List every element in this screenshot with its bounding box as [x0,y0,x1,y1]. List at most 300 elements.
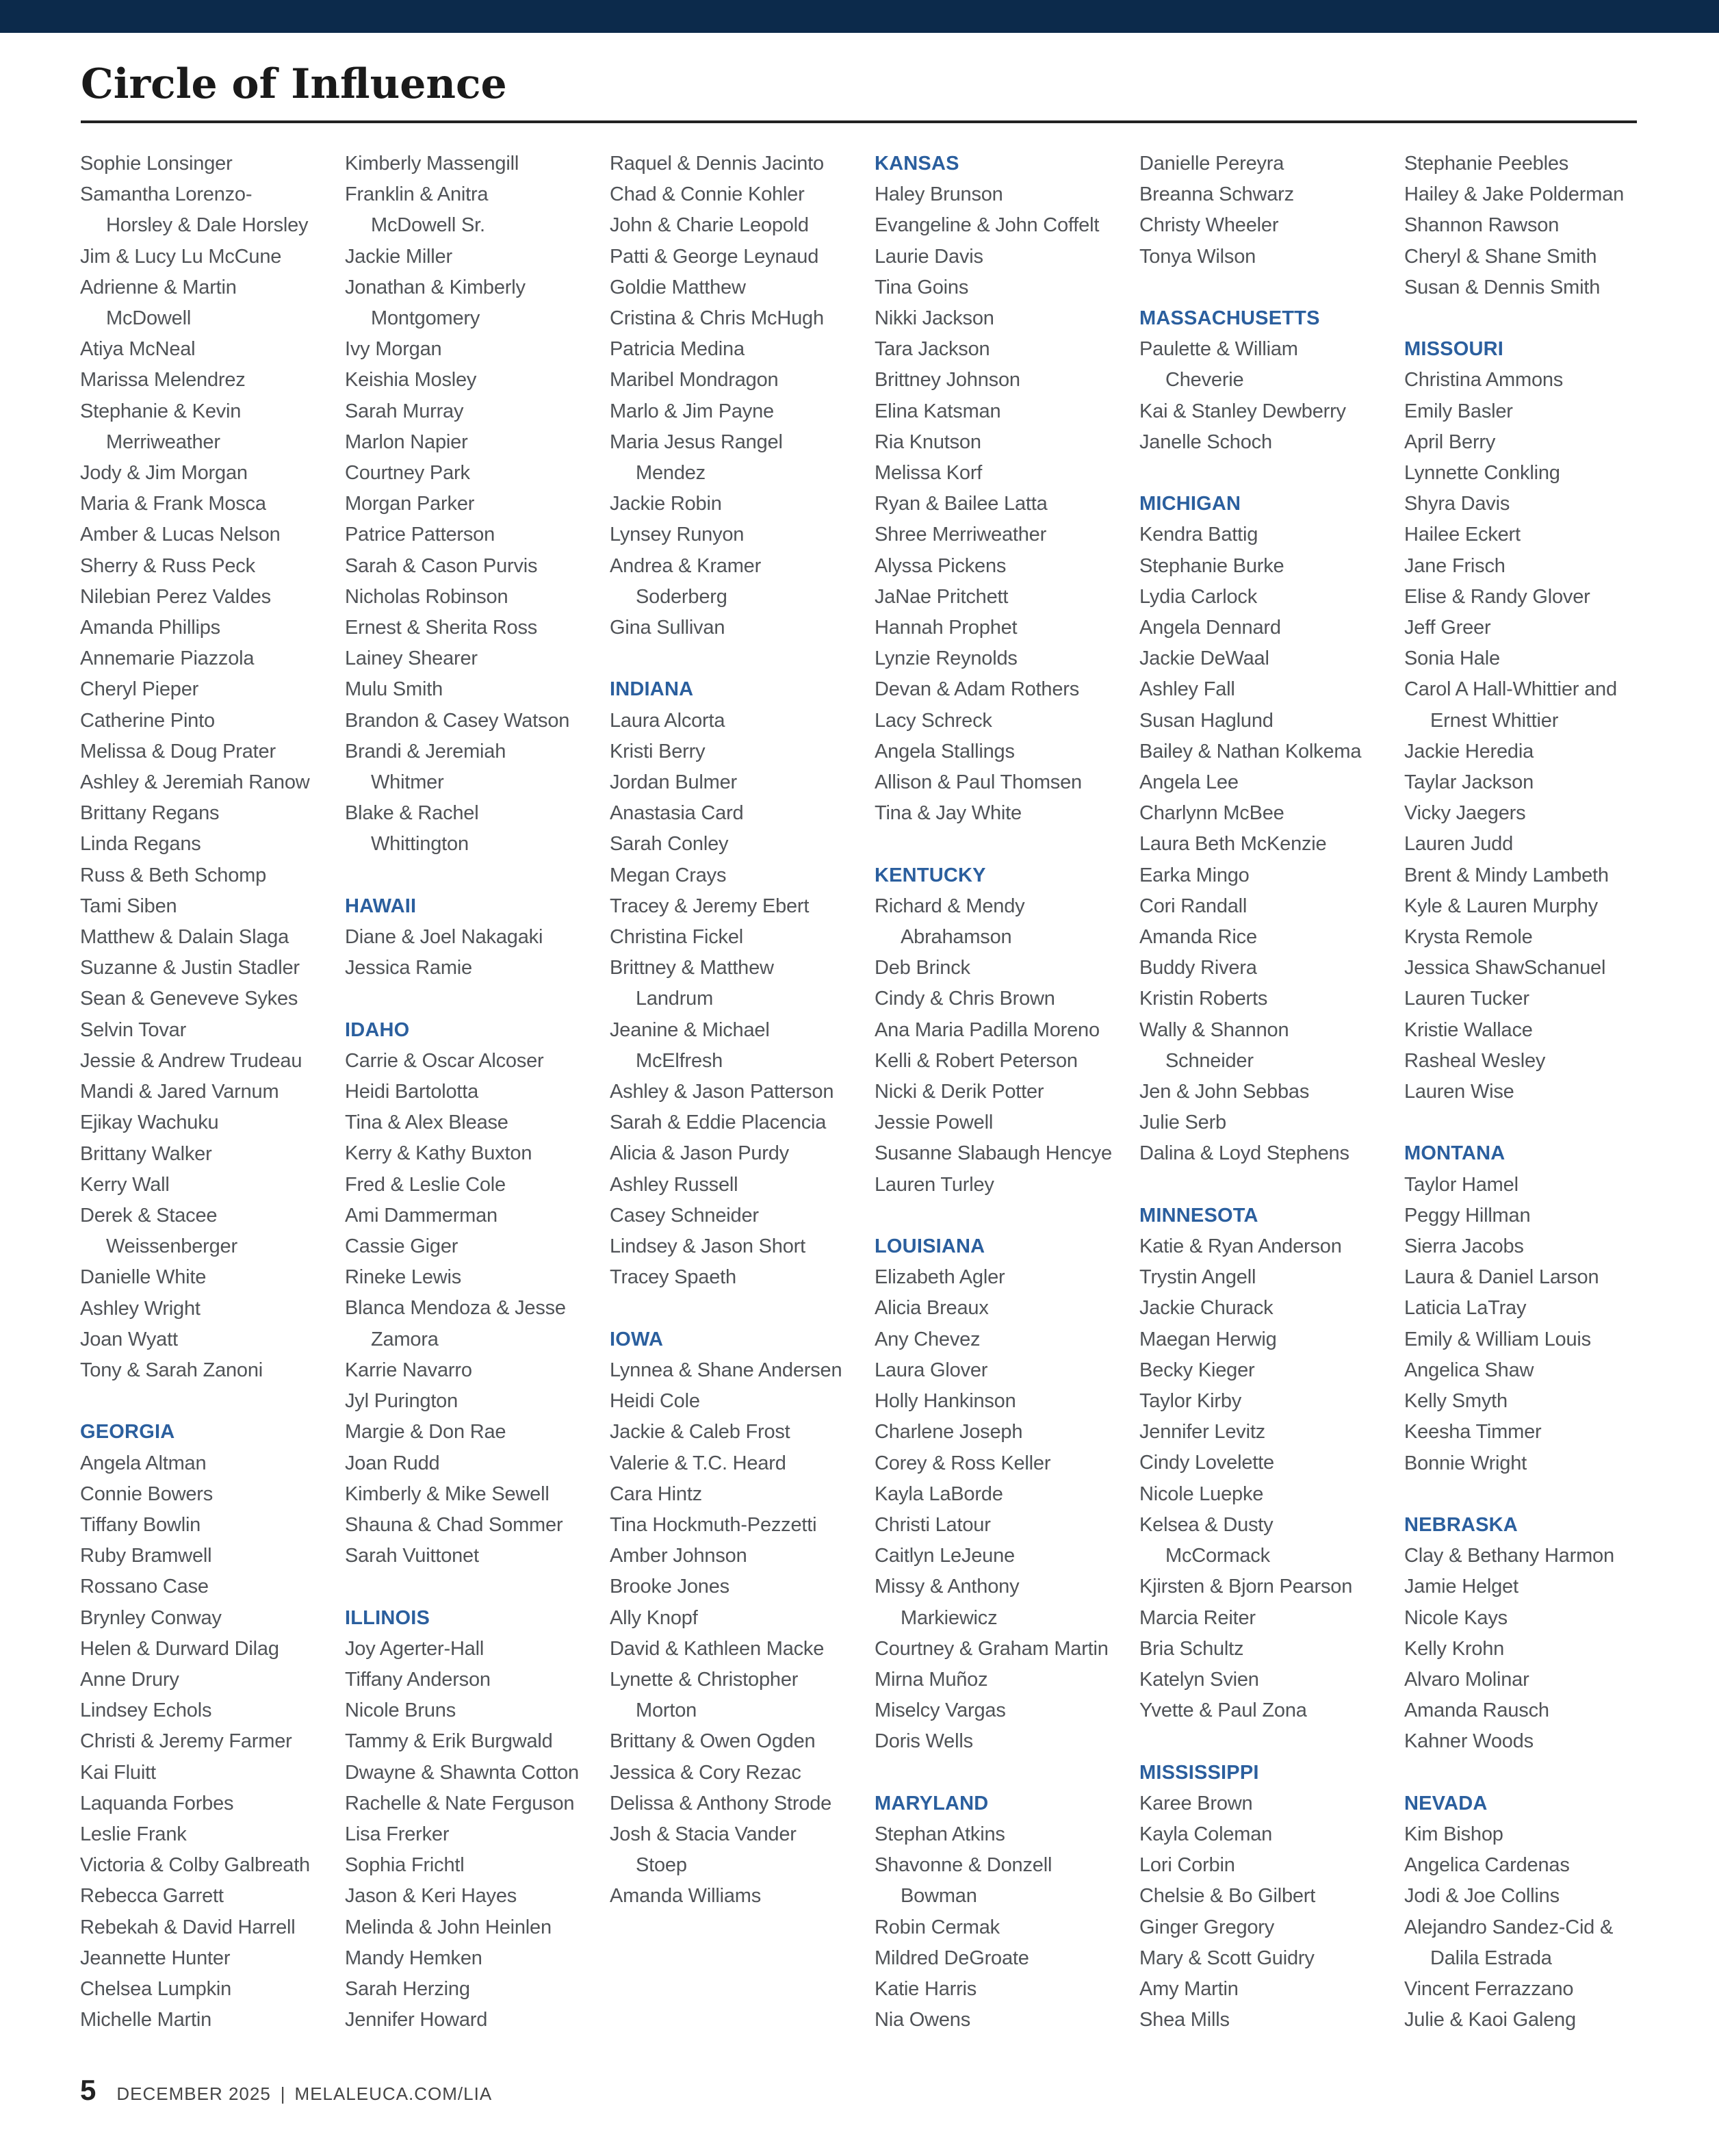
name-entry: Kimberly & Mike Sewell [345,1483,550,1505]
name-entry: Paulette & William Cheverie [1139,338,1298,392]
name-entry: Margie & Don Rae [345,1421,506,1443]
state-heading: MICHIGAN [1139,493,1241,515]
name-entry: Sonia Hale [1404,647,1500,670]
name-entry: Alyssa Pickens [875,554,1007,577]
name-entry: Shree Merriweather [875,524,1047,546]
name-entry: Patti & George Leynaud [610,245,819,268]
name-entry: Josh & Stacia Vander Stoep [610,1823,797,1877]
name-entry: Tina & Jay White [875,802,1022,825]
name-entry: Chad & Connie Kohler [610,183,805,206]
name-entry: Sarah Conley [610,833,729,856]
name-entry: Jane Frisch [1404,554,1505,577]
name-entry: Brandon & Casey Watson [345,709,570,732]
name-entry: Heidi Bartolotta [345,1081,479,1103]
name-entry: Dwayne & Shawnta Cotton [345,1761,579,1784]
name-entry: Brittany Walker [80,1142,212,1165]
name-entry: Jackie Churack [1139,1297,1274,1320]
name-entry: Lindsey Echols [80,1699,212,1722]
name-entry: Robin Cermak [875,1916,1000,1938]
name-entry: Hailey & Jake Polderman [1404,183,1624,206]
name-entry: Lydia Carlock [1139,585,1258,608]
name-entry: Breanna Schwarz [1139,183,1294,206]
name-entry: Alejandro Sandez-Cid & Dalila Estrada [1404,1916,1614,1969]
name-entry: Kelli & Robert Peterson [875,1049,1078,1072]
name-entry: Shavonne & Donzell Bowman [875,1854,1052,1908]
name-entry: Cindy Lovelette [1139,1452,1274,1474]
state-heading: KENTUCKY [875,864,986,886]
name-entry: Marissa Melendrez [80,369,246,392]
name-entry: Miselcy Vargas [875,1699,1006,1722]
name-entry: Rachelle & Nate Ferguson [345,1792,575,1814]
name-entry: Tiffany Bowlin [80,1513,201,1536]
name-entry: Carol A Hall-Whittier and Ernest Whittier [1404,678,1617,732]
name-entry: Charlynn McBee [1139,802,1284,825]
name-entry: Laura Beth McKenzie [1139,833,1327,856]
name-entry: Kristie Wallace [1404,1018,1533,1041]
name-entry: Ashley & Jeremiah Ranow [80,771,310,794]
name-entry: Nicole Luepke [1139,1483,1264,1505]
name-entry: Kimberly Massengill [345,153,519,175]
name-entry: Laura & Daniel Larson [1404,1266,1599,1289]
name-entry: Bonnie Wright [1404,1452,1527,1474]
name-entry: Ashley Russell [610,1173,738,1196]
name-entry: Chelsie & Bo Gilbert [1139,1885,1316,1908]
state-heading: MARYLAND [875,1792,989,1814]
name-entry: Mandy Hemken [345,1947,482,1969]
name-entry: Kendra Battig [1139,524,1258,546]
name-entry: Taylar Jackson [1404,771,1534,794]
name-entry: Ria Knutson [875,431,981,453]
name-entry: Julie Serb [1139,1112,1226,1134]
name-entry: Annemarie Piazzola [80,647,255,670]
name-entry: Ejikay Wachuku [80,1112,219,1134]
name-entry: Amber Johnson [610,1545,747,1567]
title-divider [81,120,1637,123]
name-entry: Stephanie Burke [1139,554,1284,577]
name-entry: Ami Dammerman [345,1204,497,1227]
section-spacer [1139,458,1404,489]
name-entry: Nicole Bruns [345,1699,456,1722]
name-entry: Keesha Timmer [1404,1421,1542,1443]
name-entry: Ana Maria Padilla Moreno [875,1018,1100,1041]
name-entry: Courtney & Graham Martin [875,1637,1109,1660]
name-entry: Jordan Bulmer [610,771,737,794]
name-entry: Nikki Jackson [875,307,994,330]
state-heading: HAWAII [345,895,417,917]
name-entry: Sophia Frichtl [345,1854,465,1877]
name-entry: Lynette & Christopher Morton [610,1668,799,1722]
name-entry: Melissa & Doug Prater [80,740,276,762]
name-entry: Jim & Lucy Lu McCune [80,245,282,268]
name-entry: Lauren Judd [1404,833,1514,856]
name-entry: Hannah Prophet [875,617,1018,639]
name-entry: Brittany & Owen Ogden [610,1730,816,1753]
name-entry: Derek & Stacee Weissenberger [80,1204,237,1258]
name-column [1139,149,1404,2036]
name-entry: Raquel & Dennis Jacinto [610,153,824,175]
name-entry: Rasheal Wesley [1404,1049,1546,1072]
name-entry: Casey Schneider [610,1204,759,1227]
name-entry: Bria Schultz [1139,1637,1244,1660]
name-entry: Evangeline & John Coffelt [875,214,1100,237]
name-entry: Lacy Schreck [875,709,992,732]
page-title: Circle of Influence [81,60,507,108]
name-column [610,149,875,1912]
name-entry: Chelsea Lumpkin [80,1977,232,2000]
name-entry: Katie & Ryan Anderson [1139,1235,1342,1258]
name-entry: Jackie Miller [345,245,452,268]
name-column [875,149,1139,2036]
section-spacer [1139,272,1404,303]
state-heading: INDIANA [610,678,694,701]
name-entry: Kelsea & Dusty McCormack [1139,1513,1274,1567]
section-spacer [1404,1107,1669,1138]
name-entry: Cassie Giger [345,1235,458,1258]
name-entry: Maria Jesus Rangel Mendez [610,431,783,485]
name-entry: Trystin Angell [1139,1266,1256,1289]
name-entry: Cheryl & Shane Smith [1404,245,1597,268]
name-entry: Mulu Smith [345,678,443,701]
name-entry: Christina Fickel [610,926,744,949]
name-entry: Mirna Muñoz [875,1668,988,1691]
name-entry: Ivy Morgan [345,338,442,361]
state-heading: NEBRASKA [1404,1513,1518,1536]
name-entry: Shannon Rawson [1404,214,1560,237]
section-spacer [875,829,1139,860]
page-footer [80,2074,492,2107]
name-entry: Ryan & Bailee Latta [875,493,1048,515]
name-entry: Valerie & T.C. Heard [610,1452,786,1474]
name-entry: Blake & Rachel Whittington [345,802,479,856]
name-entry: Sarah Murray [345,400,464,422]
name-entry: Jeanine & Michael McElfresh [610,1018,770,1072]
name-entry: Maegan Herwig [1139,1328,1277,1350]
section-spacer [1404,1479,1669,1510]
section-spacer [345,1571,610,1602]
name-entry: Leslie Frank [80,1823,187,1845]
section-spacer [875,1758,1139,1788]
name-entry: Jessica ShawSchanuel [1404,957,1606,979]
name-entry: Heidi Cole [610,1390,700,1413]
name-entry: Kayla Coleman [1139,1823,1273,1845]
name-entry: Adrienne & Martin McDowell [80,276,237,330]
name-entry: Alicia Breaux [875,1297,989,1320]
name-entry: Earka Mingo [1139,864,1250,886]
name-entry: Katelyn Svien [1139,1668,1259,1691]
name-entry: Jonathan & Kimberly Montgomery [345,276,526,330]
name-entry: Nicki & Derik Potter [875,1081,1044,1103]
name-entry: Brittney & Matthew Landrum [610,957,774,1010]
name-entry: Sierra Jacobs [1404,1235,1524,1258]
issue-date: DECEMBER 2025 [116,2083,271,2104]
name-entry: Amanda Williams [610,1885,761,1908]
name-entry: Brent & Mindy Lambeth [1404,864,1609,886]
name-entry: Cara Hintz [610,1483,702,1505]
name-entry: Stephanie Peebles [1404,153,1569,175]
state-heading: KANSAS [875,153,959,175]
name-entry: Sarah Herzing [345,1977,470,2000]
name-entry: Sarah Vuittonet [345,1545,479,1567]
name-entry: Emily Basler [1404,400,1513,422]
name-entry: Tara Jackson [875,338,990,361]
name-entry: Holly Hankinson [875,1390,1016,1413]
name-entry: Haley Brunson [875,183,1003,206]
name-entry: Kai & Stanley Dewberry [1139,400,1346,422]
state-heading: MASSACHUSETTS [1139,307,1320,329]
name-entry: Kim Bishop [1404,1823,1503,1845]
name-entry: Hailee Eckert [1404,524,1521,546]
section-spacer [610,1294,875,1324]
name-entry: Jessie Powell [875,1112,994,1134]
name-entry: Jyl Purington [345,1390,458,1413]
name-entry: Cheryl Pieper [80,678,199,701]
name-entry: Connie Bowers [80,1483,214,1505]
name-entry: Bailey & Nathan Kolkema [1139,740,1362,762]
name-columns [80,149,1654,2036]
name-entry: Vincent Ferrazzano [1404,1977,1574,2000]
name-entry: Jeff Greer [1404,617,1491,639]
name-entry: Alvaro Molinar [1404,1668,1529,1691]
name-entry: Keishia Mosley [345,369,477,392]
name-entry: Christi Latour [875,1513,991,1536]
name-entry: Caitlyn LeJeune [875,1545,1015,1567]
name-entry: Lynzie Reynolds [875,647,1018,670]
name-entry: Tina Hockmuth-Pezzetti [610,1513,817,1536]
name-entry: Kelly Krohn [1404,1637,1505,1660]
name-entry: Tina Goins [875,276,969,298]
name-entry: Elizabeth Agler [875,1266,1005,1289]
section-spacer [345,984,610,1014]
name-entry: Nia Owens [875,2009,971,2031]
name-entry: Jen & John Sebbas [1139,1081,1310,1103]
footer-separator: | [280,2083,285,2104]
name-entry: Ashley & Jason Patterson [610,1081,834,1103]
name-entry: Peggy Hillman [1404,1204,1531,1227]
name-entry: Lauren Turley [875,1173,994,1196]
name-entry: Tina & Alex Blease [345,1112,508,1134]
name-entry: Stephanie & Kevin Merriweather [80,400,242,453]
name-entry: Patricia Medina [610,338,745,361]
name-entry: Goldie Matthew [610,276,746,298]
name-entry: Amanda Phillips [80,617,220,639]
name-entry: Selvin Tovar [80,1018,187,1041]
name-entry: Mandi & Jared Varnum [80,1081,279,1103]
name-entry: Michelle Martin [80,2009,211,2031]
name-entry: Karrie Navarro [345,1359,472,1381]
name-entry: Nicole Kays [1404,1606,1508,1629]
name-entry: Jennifer Howard [345,2009,488,2031]
name-entry: Anastasia Card [610,802,744,825]
name-entry: Blanca Mendoza & Jesse Zamora [345,1297,566,1350]
name-entry: Clay & Bethany Harmon [1404,1545,1614,1567]
name-entry: Lauren Tucker [1404,988,1529,1010]
state-heading: ILLINOIS [345,1606,430,1629]
name-entry: Tonya Wilson [1139,245,1256,268]
name-entry: Courtney Park [345,462,470,485]
name-column [345,149,610,2036]
name-entry: Lynnea & Shane Andersen [610,1359,842,1381]
section-spacer [1139,1170,1404,1201]
name-entry: Lainey Shearer [345,647,478,670]
name-entry: Amanda Rausch [1404,1699,1549,1722]
name-entry: Angela Altman [80,1452,207,1474]
name-entry: Kjirsten & Bjorn Pearson [1139,1576,1353,1598]
name-entry: Amber & Lucas Nelson [80,524,281,546]
name-column [80,149,345,2036]
name-entry: Karee Brown [1139,1792,1253,1814]
name-entry: Laticia LaTray [1404,1297,1527,1320]
name-entry: JaNae Pritchett [875,585,1009,608]
section-spacer [1404,303,1669,334]
name-entry: Lori Corbin [1139,1854,1235,1877]
name-entry: Kristin Roberts [1139,988,1268,1010]
name-entry: April Berry [1404,431,1496,453]
name-entry: Dalina & Loyd Stephens [1139,1142,1349,1165]
name-entry: Deb Brinck [875,957,970,979]
section-spacer [1404,1758,1669,1788]
name-entry: Vicky Jaegers [1404,802,1526,825]
name-entry: Wally & Shannon Schneider [1139,1018,1289,1072]
top-banner-bar [0,0,1719,33]
name-entry: Danielle White [80,1266,207,1289]
name-entry: Allison & Paul Thomsen [875,771,1082,794]
name-entry: Janelle Schoch [1139,431,1272,453]
name-entry: Kerry & Kathy Buxton [345,1142,532,1165]
name-entry: Rebecca Garrett [80,1885,224,1908]
name-entry: Laurie Davis [875,245,983,268]
section-spacer [1139,1726,1404,1757]
name-entry: Anne Drury [80,1668,179,1691]
name-entry: Brandi & Jeremiah Whitmer [345,740,506,794]
name-entry: Franklin & Anitra McDowell Sr. [345,183,489,237]
state-heading: IOWA [610,1328,664,1350]
name-entry: Jackie DeWaal [1139,647,1269,670]
name-entry: Andrea & Kramer Soderberg [610,554,762,608]
name-entry: Devan & Adam Rothers [875,678,1080,701]
name-entry: Rineke Lewis [345,1266,462,1289]
name-entry: Mildred DeGroate [875,1947,1029,1969]
name-entry: Elise & Randy Glover [1404,585,1590,608]
name-entry: Krysta Remole [1404,926,1533,949]
name-entry: Angela Dennard [1139,617,1281,639]
name-entry: Ernest & Sherita Ross [345,617,538,639]
name-entry: Danielle Pereyra [1139,153,1284,175]
name-entry: Tony & Sarah Zanoni [80,1359,263,1381]
name-entry: Doris Wells [875,1730,973,1753]
name-entry: Marlon Napier [345,431,468,453]
name-entry: Angela Lee [1139,771,1239,794]
state-heading: MINNESOTA [1139,1204,1258,1227]
name-entry: Samantha Lorenzo- Horsley & Dale Horsley [80,183,309,237]
name-entry: Elina Katsman [875,400,1001,422]
name-entry: Jackie Heredia [1404,740,1534,762]
name-entry: Lynsey Runyon [610,524,745,546]
name-entry: Shauna & Chad Sommer [345,1513,563,1536]
name-entry: Jennifer Levitz [1139,1421,1265,1443]
website-link[interactable]: MELALEUCA.COM/LIA [294,2083,493,2104]
section-spacer [610,643,875,674]
name-entry: Tami Siben [80,895,177,917]
name-entry: Julie & Kaoi Galeng [1404,2009,1576,2031]
name-entry: Lynnette Conkling [1404,462,1560,485]
name-entry: Ally Knopf [610,1606,698,1629]
name-entry: Shyra Davis [1404,493,1510,515]
name-entry: Sarah & Cason Purvis [345,554,538,577]
name-entry: Marlo & Jim Payne [610,400,774,422]
state-heading: GEORGIA [80,1421,175,1443]
name-entry: Carrie & Oscar Alcoser [345,1049,544,1072]
name-entry: Susan Haglund [1139,709,1274,732]
name-entry: Jessica & Cory Rezac [610,1761,801,1784]
name-entry: Shea Mills [1139,2009,1230,2031]
name-entry: Matthew & Dalain Slaga [80,926,289,949]
name-entry: Jackie Robin [610,493,722,515]
state-heading: MONTANA [1404,1142,1505,1165]
name-entry: Jessica Ramie [345,957,472,979]
name-entry: Tammy & Erik Burgwald [345,1730,553,1753]
name-entry: Kyle & Lauren Murphy [1404,895,1598,917]
name-entry: Morgan Parker [345,493,475,515]
state-heading: LOUISIANA [875,1235,985,1258]
name-entry: Megan Crays [610,864,727,886]
name-entry: Angelica Cardenas [1404,1854,1570,1877]
name-entry: Susan & Dennis Smith [1404,276,1601,298]
name-entry: Missy & Anthony Markiewicz [875,1576,1020,1629]
name-entry: Brooke Jones [610,1576,729,1598]
name-entry: Gina Sullivan [610,617,725,639]
state-heading: NEVADA [1404,1792,1488,1814]
name-entry: Becky Kieger [1139,1359,1255,1381]
name-entry: Nicholas Robinson [345,585,508,608]
name-entry: Suzanne & Justin Stadler [80,957,300,979]
name-entry: Linda Regans [80,833,201,856]
name-entry: Kai Fluitt [80,1761,156,1784]
name-entry: Jason & Keri Hayes [345,1885,517,1908]
name-entry: Charlene Joseph [875,1421,1023,1443]
name-entry: Fred & Leslie Cole [345,1173,506,1196]
name-entry: Lisa Frerker [345,1823,450,1845]
name-entry: Tracey Spaeth [610,1266,736,1289]
name-entry: Brittany Regans [80,802,220,825]
name-entry: Rossano Case [80,1576,209,1598]
name-entry: Corey & Ross Keller [875,1452,1051,1474]
name-entry: Cori Randall [1139,895,1248,917]
name-entry: Joan Rudd [345,1452,440,1474]
name-entry: Lauren Wise [1404,1081,1514,1103]
name-entry: Angelica Shaw [1404,1359,1534,1381]
name-entry: Sean & Geneveve Sykes [80,988,298,1010]
name-entry: Laura Glover [875,1359,988,1381]
page-number: 5 [80,2074,96,2106]
name-entry: John & Charie Leopold [610,214,809,237]
name-entry: Lindsey & Jason Short [610,1235,805,1258]
name-entry: Russ & Beth Schomp [80,864,267,886]
name-entry: Susanne Slabaugh Hencye [875,1142,1112,1165]
name-entry: Jessie & Andrew Trudeau [80,1049,302,1072]
name-entry: Amanda Rice [1139,926,1257,949]
name-entry: Ginger Gregory [1139,1916,1275,1938]
name-entry: Kerry Wall [80,1173,170,1196]
name-entry: Kahner Woods [1404,1730,1534,1753]
name-entry: Delissa & Anthony Strode [610,1792,832,1814]
name-entry: Marcia Reiter [1139,1606,1256,1629]
name-entry: Ruby Bramwell [80,1545,212,1567]
name-entry: Sarah & Eddie Placencia [610,1112,827,1134]
name-entry: Laura Alcorta [610,709,725,732]
name-entry: Amy Martin [1139,1977,1239,2000]
name-entry: Patrice Patterson [345,524,495,546]
name-entry: Emily & William Louis [1404,1328,1591,1350]
